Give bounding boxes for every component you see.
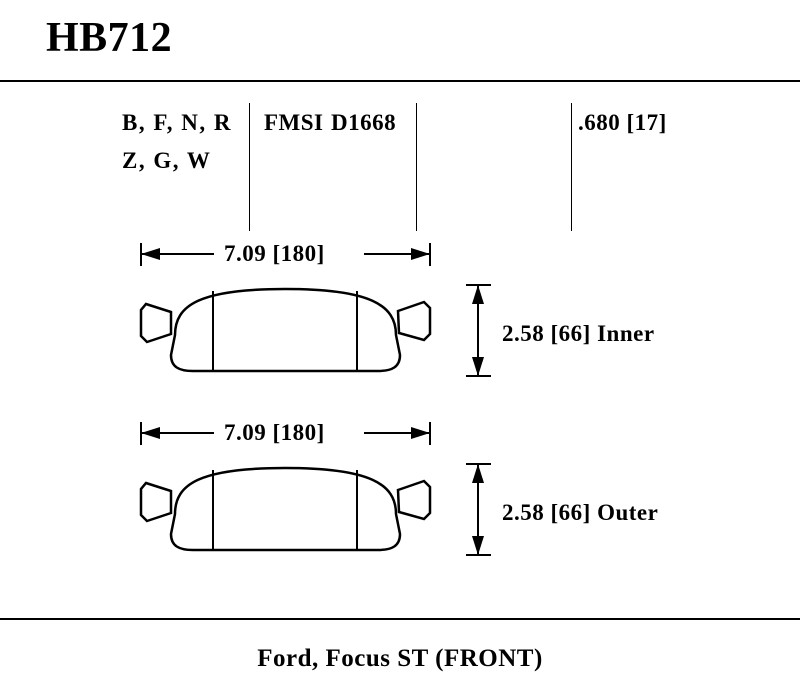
width-dimension-label-outer: 7.09 [180] [224,420,325,445]
pad-tab-left-inner [141,304,171,342]
pad-body-inner [171,289,400,371]
fmsi-label: FMSI [264,110,324,135]
arrowhead-bottom-inner [472,357,484,376]
compound-codes-line-2: Z, G, W [122,148,212,173]
arrowhead-left-inner [141,248,160,260]
arrowhead-right-outer [411,427,430,439]
arrowhead-top-outer [472,464,484,483]
pad-tab-left-outer [141,483,171,521]
pad-body-outer [171,468,400,550]
thickness-value: .680 [17] [578,110,667,135]
arrowhead-right-inner [411,248,430,260]
pad-tab-right-outer [398,481,430,519]
arrowhead-top-inner [472,285,484,304]
page-title: HB712 [46,15,173,61]
height-value-outer: 2.58 [66] [502,500,591,525]
height-dimension-label-outer [502,500,658,526]
fmsi-code: D1668 [331,110,397,135]
height-dimension-label-inner [502,321,655,347]
width-dimension-label-inner: 7.09 [180] [224,241,325,266]
arrowhead-left-outer [141,427,160,439]
pad-position-inner: Inner [597,321,655,346]
height-value-inner: 2.58 [66] [502,321,591,346]
vehicle-application: Ford, Focus ST (FRONT) [257,645,543,672]
arrowhead-bottom-outer [472,536,484,555]
compound-codes-line-1: B, F, N, R [122,110,232,135]
pad-tab-right-inner [398,302,430,340]
pad-position-outer: Outer [597,500,659,525]
